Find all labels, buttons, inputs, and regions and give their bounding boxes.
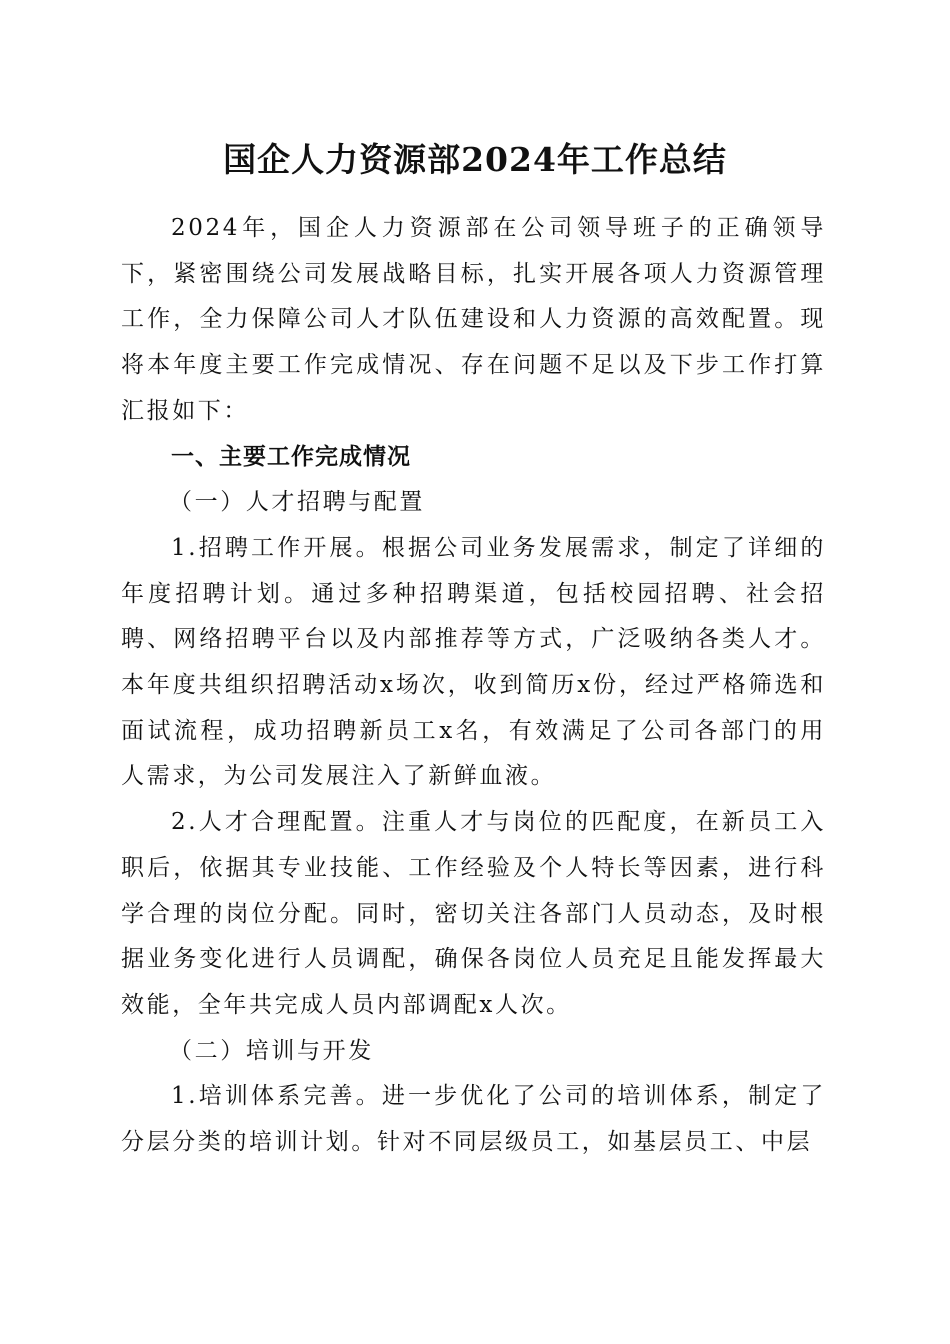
paragraph: 2.人才合理配置。注重人才与岗位的匹配度，在新员工入职后，依据其专业技能、工作经验及个人特长等因素，进行科学合理的岗位分配。同时，密切关注各部门人员动态，及时根据业务变化进行人员调配，确保各岗位人员充足且能发挥最大效能，全年共完成人员内部调配x人次。 bbox=[121, 809, 826, 1018]
intro-paragraph: 2024年，国企人力资源部在公司领导班子的正确领导下，紧密围绕公司发展战略目标，扎实开展各项人力资源管理工作，全力保障公司人才队伍建设和人力资源的高效配置。现将本年度主要工作完成情况、存在问题不足以及下步工作打算汇报如下： bbox=[121, 215, 826, 424]
section-heading: 一、主要工作完成情况 bbox=[171, 443, 411, 470]
paragraph: 1.招聘工作开展。根据公司业务发展需求，制定了详细的年度招聘计划。通过多种招聘渠道，包括校园招聘、社会招聘、网络招聘平台以及内部推荐等方式，广泛吸纳各类人才。本年度共组织招聘活动x场次，收到简历x份，经过严格筛选和面试流程，成功招聘新员工x名，有效满足了公司各部门的用人需求，为公司发展注入了新鲜血液。 bbox=[121, 534, 826, 790]
document-body bbox=[121, 206, 826, 1166]
document-title: 国企人力资源部2024年工作总结 bbox=[223, 140, 727, 179]
paragraph: 1.培训体系完善。进一步优化了公司的培训体系，制定了分层分类的培训计划。针对不同层级员工，如基层员工、中层 bbox=[121, 1083, 826, 1156]
subsection-heading: （一）人才招聘与配置 bbox=[169, 489, 425, 516]
subsection-heading: （二）培训与开发 bbox=[169, 1037, 374, 1064]
